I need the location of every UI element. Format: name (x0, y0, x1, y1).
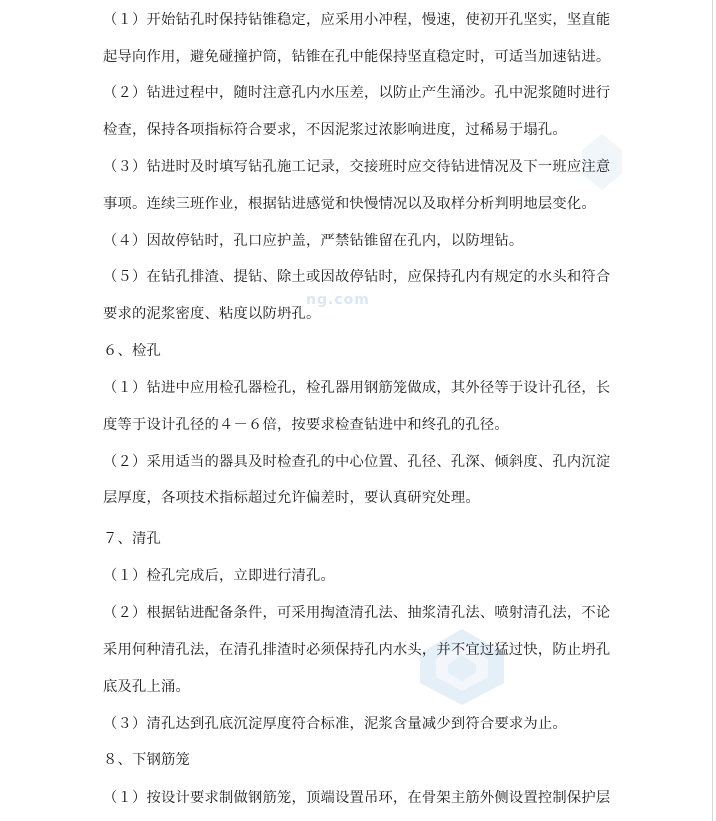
text-line: 事项。连续三班作业，根据钻进感觉和快慢情况以及取样分析判明地层变化。 (103, 196, 596, 212)
text-line: （１）按设计要求制做钢筋笼，顶端设置吊环，在骨架主筋外侧设置控制保护层 (103, 790, 611, 806)
page-edge-divider (712, 0, 713, 821)
text-line: （１）钻进中应用检孔器检孔，检孔器用钢筋笼做成，其外径等于设计孔径，长 (103, 380, 611, 396)
text-line: （５）在钻孔排渣、提钻、除土或因故停钻时，应保持孔内有规定的水头和符合 (103, 269, 611, 285)
text-line: 底及孔上涌。 (103, 679, 190, 695)
text-line: （２）根据钻进配备条件，可采用掏渣清孔法、抽浆清孔法、喷射清孔法，不论 (103, 605, 611, 621)
text-line: （１）开始钻孔时保持钻锥稳定，应采用小冲程，慢速，使初开孔坚实，坚直能 (103, 12, 611, 28)
text-line: 要求的泥浆密度、粘度以防坍孔。 (103, 306, 321, 322)
text-line: 度等于设计孔径的４－６倍，按要求检查钻进中和终孔的孔径。 (103, 417, 509, 433)
text-line: （３）清孔达到孔底沉淀厚度符合标准，泥浆含量减少到符合要求为止。 (103, 716, 567, 732)
section-heading: ８、下钢筋笼 (103, 752, 190, 768)
text-line: 采用何种清孔法，在清孔排渣时必须保持孔内水头，并不宜过猛过快，防止坍孔 (103, 642, 611, 658)
text-line: 检查，保持各项指标符合要求，不因泥浆过浓影响进度，过稀易于塌孔。 (103, 122, 567, 138)
text-line: 起导向作用，避免碰撞护筒，钻锥在孔中能保持坚直稳定时，可适当加速钻进。 (103, 49, 611, 65)
text-line: （１）检孔完成后，立即进行清孔。 (103, 568, 335, 584)
text-line: （４）因故停钻时，孔口应护盖，严禁钻锥留在孔内，以防埋钻。 (103, 233, 524, 249)
text-line: （２）钻进过程中，随时注意孔内水压差，以防止产生涌沙。孔中泥浆随时进行 (103, 85, 611, 101)
section-heading: ６、检孔 (103, 343, 161, 359)
text-line: 层厚度，各项技术指标超过允许偏差时，要认真研究处理。 (103, 490, 480, 506)
text-line: （２）采用适当的器具及时检查孔的中心位置、孔径、孔深、倾斜度、孔内沉淀 (103, 454, 611, 470)
section-heading: ７、清孔 (103, 531, 161, 547)
text-line: （３）钻进时及时填写钻孔施工记录，交接班时应交待钻进情况及下一班应注意 (103, 159, 611, 175)
watermark-text: ng.com (306, 292, 370, 308)
